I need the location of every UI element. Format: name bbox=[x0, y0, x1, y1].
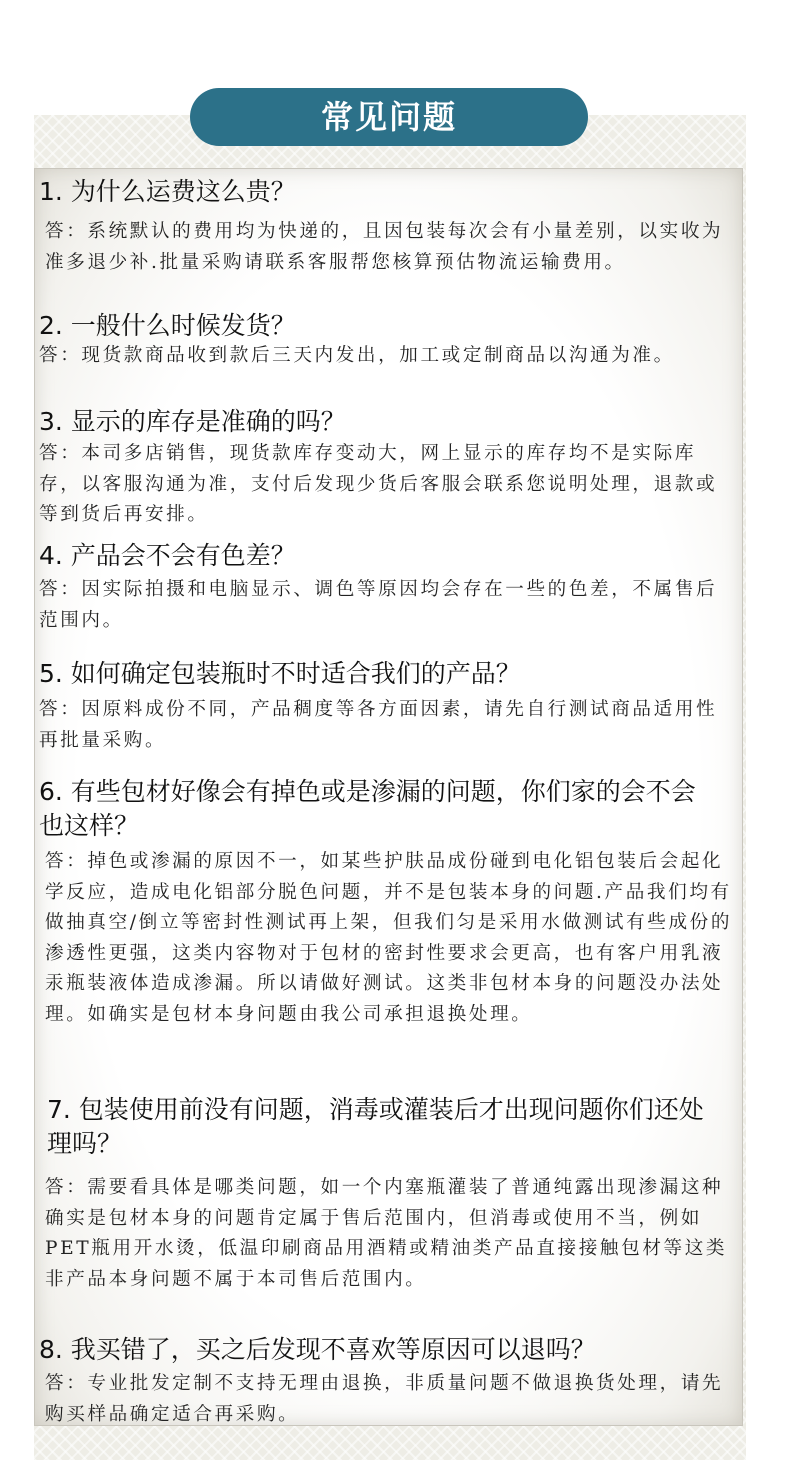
faq-question-6: 6. 有些包材好像会有掉色或是渗漏的问题，你们家的会不会也这样？ bbox=[39, 777, 696, 840]
faq-question-1: 1. 为什么运费这么贵？ bbox=[39, 177, 296, 206]
faq-answer-6: 答：掉色或渗漏的原因不一，如某些护肤品成份碰到电化铝包装后会起化学反应，造成电化铝部分脱色问题，并不是包装本身的问题.产品我们均有做抽真空/倒立等密封性测试再上架，但我们匀是采用水做测试有些成份的渗透性更强，这类内容物对于包材的密封性要求会更高，也有客户用乳液汞瓶装液体造成渗漏。所以请做好测试。这类非包材本身的问题没办法处理。如确实是包材本身问题由我公司承担退换处理。 bbox=[45, 851, 733, 1025]
faq-question-4: 4. 产品会不会有色差？ bbox=[39, 541, 296, 570]
faq-answer-7: 答：需要看具体是哪类问题，如一个内塞瓶灌装了普通纯露出现渗漏这种确实是包材本身的问题肯定属于售后范围内，但消毒或使用不当，例如PET瓶用开水烫，低温印刷商品用酒精或精油类产品直接接触包材等这类非产品本身问题不属于本司售后范围内。 bbox=[45, 1177, 728, 1290]
faq-answer-1: 答：系统默认的费用均为快递的，且因包装每次会有小量差别，以实收为准多退少补.批量采购请联系客服帮您核算预估物流运输费用。 bbox=[45, 221, 724, 273]
faq-answer-3: 答：本司多店销售，现货款库存变动大，网上显示的库存均不是实际库存，以客服沟通为准，支付后发现少货后客服会联系您说明处理，退款或等到货后再安排。 bbox=[39, 443, 718, 525]
faq-answer-8: 答：专业批发定制不支持无理由退换，非质量问题不做退换货处理，请先购买样品确定适合再采购。 bbox=[45, 1373, 724, 1425]
page-title: 常见问题 bbox=[190, 88, 588, 146]
faq-question-8: 8. 我买错了，买之后发现不喜欢等原因可以退吗？ bbox=[39, 1335, 596, 1364]
faq-answer-4: 答：因实际拍摄和电脑显示、调色等原因均会存在一些的色差，不属售后范围内。 bbox=[39, 579, 718, 631]
faq-question-7: 7. 包装使用前没有问题，消毒或灌装后才出现问题你们还处理吗？ bbox=[47, 1095, 704, 1158]
faq-answer-2: 答：现货款商品收到款后三天内发出，加工或定制商品以沟通为准。 bbox=[39, 345, 675, 366]
faq-card bbox=[34, 168, 743, 1426]
faq-question-5: 5. 如何确定包装瓶时不时适合我们的产品？ bbox=[39, 659, 521, 688]
faq-question-3: 3. 显示的库存是准确的吗？ bbox=[39, 407, 346, 436]
faq-answer-5: 答：因原料成份不同，产品稠度等各方面因素，请先自行测试商品适用性再批量采购。 bbox=[39, 699, 718, 751]
faq-question-2: 2. 一般什么时候发货？ bbox=[39, 311, 296, 340]
